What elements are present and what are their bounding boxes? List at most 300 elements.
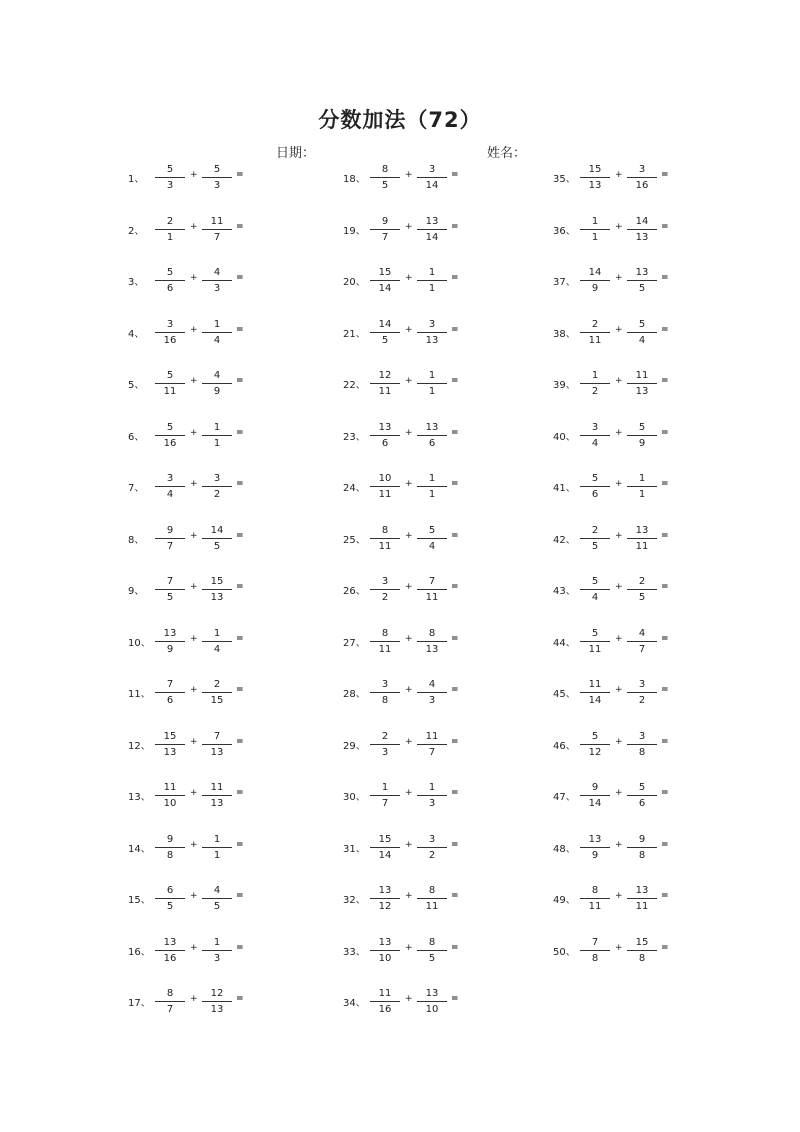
fraction-addend-2 <box>202 884 232 913</box>
fraction-addend-2 <box>202 369 232 398</box>
fraction-addend-1 <box>580 627 610 656</box>
fraction-bar <box>580 486 610 487</box>
fraction-addend-2 <box>417 215 447 244</box>
fraction-addend-2 <box>627 318 657 347</box>
problem-item <box>553 211 793 263</box>
denominator: 2 <box>638 695 646 706</box>
denominator: 9 <box>638 437 646 449</box>
fraction-addend-2 <box>417 524 447 553</box>
fraction-addend-1 <box>370 575 400 604</box>
plus-sign: + <box>405 530 413 541</box>
numerator: 5 <box>166 370 174 381</box>
fraction-addend-2 <box>202 781 232 810</box>
denominator: 5 <box>381 334 389 346</box>
problem-number: 15、 <box>128 895 151 906</box>
fraction-addend-1 <box>155 781 185 810</box>
denominator: 1 <box>213 849 221 861</box>
denominator: 3 <box>213 283 221 294</box>
problem-number: 13、 <box>128 792 151 803</box>
numerator: 3 <box>591 421 599 433</box>
problem-number: 26、 <box>343 586 366 597</box>
plus-sign: + <box>615 427 623 438</box>
fraction-addend-2 <box>202 678 232 707</box>
denominator: 16 <box>163 334 177 346</box>
fraction-addend-1 <box>580 833 610 862</box>
numerator: 3 <box>638 164 646 175</box>
problem-column-1 <box>128 159 368 1035</box>
fraction-bar <box>202 486 232 487</box>
numerator: 5 <box>166 421 174 433</box>
numerator: 5 <box>591 730 599 742</box>
fraction-bar <box>417 229 447 230</box>
equals-sign: = <box>236 427 244 438</box>
problem-column-3 <box>553 159 793 983</box>
problem-item <box>553 365 793 417</box>
equals-sign: = <box>236 530 244 541</box>
fraction-bar <box>580 898 610 899</box>
plus-sign: + <box>615 685 623 695</box>
fraction-addend-1 <box>370 524 400 553</box>
numerator: 2 <box>638 576 646 587</box>
fraction-bar <box>627 847 657 848</box>
problem-number: 20、 <box>343 277 366 288</box>
numerator: 13 <box>635 267 649 278</box>
numerator: 15 <box>588 164 602 175</box>
fraction-addend-1 <box>580 524 610 553</box>
fraction-addend-2 <box>202 266 232 295</box>
denominator: 1 <box>428 386 436 397</box>
plus-sign: + <box>190 736 198 747</box>
fraction-bar <box>155 486 185 487</box>
fraction-bar <box>155 538 185 539</box>
fraction-bar <box>155 898 185 899</box>
numerator: 13 <box>378 936 392 948</box>
fraction-bar <box>627 795 657 796</box>
plus-sign: + <box>190 685 198 695</box>
numerator: 9 <box>166 524 174 536</box>
fraction-bar <box>627 486 657 487</box>
problem-item <box>128 159 368 211</box>
fraction-bar <box>155 1001 185 1002</box>
plus-sign: + <box>405 221 413 232</box>
fraction-bar <box>202 538 232 539</box>
numerator: 1 <box>381 782 389 793</box>
fraction-bar <box>202 229 232 230</box>
problem-item <box>343 211 583 263</box>
problem-number: 19、 <box>343 225 366 237</box>
denominator: 16 <box>163 952 177 964</box>
equals-sign: = <box>661 788 669 798</box>
fraction-bar <box>155 847 185 848</box>
numerator: 7 <box>213 730 221 742</box>
fraction-bar <box>155 280 185 281</box>
problem-number: 1、 <box>128 174 145 185</box>
problem-number: 14、 <box>128 843 151 855</box>
problem-column-2 <box>343 159 583 1035</box>
numerator: 1 <box>428 473 436 484</box>
plus-sign: + <box>615 736 623 747</box>
fraction-addend-2 <box>417 936 447 965</box>
problem-item <box>343 623 583 675</box>
numerator: 1 <box>428 782 436 793</box>
fraction-addend-2 <box>417 730 447 759</box>
fraction-addend-2 <box>202 730 232 759</box>
fraction-addend-1 <box>370 627 400 656</box>
problem-item <box>343 365 583 417</box>
denominator: 4 <box>638 334 646 346</box>
equals-sign: = <box>451 633 459 644</box>
denominator: 4 <box>213 643 221 655</box>
problem-item <box>128 880 368 932</box>
denominator: 6 <box>166 695 174 706</box>
denominator: 14 <box>378 283 392 294</box>
numerator: 1 <box>213 421 221 433</box>
numerator: 11 <box>635 370 649 381</box>
problem-item <box>128 262 368 314</box>
fraction-addend-2 <box>417 472 447 501</box>
fraction-addend-2 <box>627 678 657 707</box>
fraction-bar <box>202 847 232 848</box>
equals-sign: = <box>236 942 244 953</box>
denominator: 3 <box>213 952 221 964</box>
fraction-bar <box>370 898 400 899</box>
fraction-bar <box>580 589 610 590</box>
denominator: 4 <box>428 540 436 552</box>
equals-sign: = <box>236 273 244 283</box>
fraction-bar <box>155 229 185 230</box>
problem-number: 27、 <box>343 637 366 649</box>
equals-sign: = <box>236 324 244 335</box>
fraction-addend-1 <box>370 318 400 347</box>
fraction-bar <box>370 1001 400 1002</box>
plus-sign: + <box>190 273 198 283</box>
equals-sign: = <box>661 273 669 283</box>
fraction-addend-1 <box>155 936 185 965</box>
denominator: 8 <box>638 746 646 758</box>
problem-item <box>343 932 583 984</box>
numerator: 2 <box>213 679 221 690</box>
numerator: 14 <box>635 215 649 227</box>
plus-sign: + <box>190 427 198 438</box>
fraction-addend-2 <box>627 524 657 553</box>
fraction-bar <box>580 177 610 178</box>
problem-item <box>343 829 583 881</box>
fraction-addend-1 <box>370 936 400 965</box>
fraction-bar <box>202 898 232 899</box>
denominator: 8 <box>638 952 646 964</box>
denominator: 13 <box>210 746 224 758</box>
problem-item <box>128 211 368 263</box>
denominator: 16 <box>163 437 177 449</box>
fraction-bar <box>155 332 185 333</box>
denominator: 6 <box>381 437 389 449</box>
numerator: 11 <box>588 679 602 690</box>
numerator: 8 <box>428 885 436 896</box>
fraction-bar <box>627 744 657 745</box>
problem-number: 39、 <box>553 380 576 391</box>
numerator: 3 <box>166 473 174 484</box>
fraction-bar <box>417 280 447 281</box>
denominator: 1 <box>428 489 436 500</box>
numerator: 6 <box>166 885 174 896</box>
equals-sign: = <box>661 839 669 850</box>
fraction-bar <box>202 641 232 642</box>
numerator: 5 <box>591 576 599 587</box>
plus-sign: + <box>190 376 198 386</box>
numerator: 15 <box>378 833 392 845</box>
denominator: 3 <box>166 180 174 191</box>
fraction-bar <box>417 486 447 487</box>
denominator: 1 <box>428 283 436 294</box>
denominator: 8 <box>381 695 389 706</box>
fraction-addend-1 <box>370 215 400 244</box>
fraction-addend-2 <box>202 472 232 501</box>
problem-item <box>553 520 793 572</box>
numerator: 12 <box>210 988 224 999</box>
denominator: 13 <box>425 334 439 346</box>
fraction-bar <box>370 641 400 642</box>
fraction-bar <box>370 692 400 693</box>
equals-sign: = <box>451 170 459 180</box>
fraction-addend-2 <box>627 163 657 192</box>
problem-number: 3、 <box>128 277 145 288</box>
fraction-addend-2 <box>627 266 657 295</box>
denominator: 6 <box>638 798 646 809</box>
numerator: 3 <box>381 679 389 690</box>
fraction-bar <box>202 177 232 178</box>
problem-item <box>128 777 368 829</box>
fraction-addend-1 <box>370 163 400 192</box>
problem-item <box>553 880 793 932</box>
equals-sign: = <box>236 479 244 489</box>
problem-number: 23、 <box>343 431 366 443</box>
problem-number: 4、 <box>128 328 145 340</box>
fraction-bar <box>370 847 400 848</box>
denominator: 4 <box>166 489 174 500</box>
fraction-bar <box>202 383 232 384</box>
denominator: 13 <box>210 798 224 809</box>
problem-item <box>128 623 368 675</box>
fraction-bar <box>580 229 610 230</box>
fraction-addend-1 <box>155 833 185 862</box>
numerator: 15 <box>378 267 392 278</box>
fraction-bar <box>202 280 232 281</box>
fraction-addend-2 <box>417 987 447 1016</box>
numerator: 13 <box>378 885 392 896</box>
fraction-addend-2 <box>417 369 447 398</box>
fraction-addend-2 <box>627 781 657 810</box>
denominator: 5 <box>213 901 221 912</box>
denominator: 11 <box>588 334 602 346</box>
problem-item <box>343 777 583 829</box>
fraction-bar <box>627 229 657 230</box>
denominator: 7 <box>428 746 436 758</box>
equals-sign: = <box>451 994 459 1004</box>
denominator: 7 <box>213 231 221 243</box>
problem-item <box>128 674 368 726</box>
numerator: 8 <box>381 164 389 175</box>
fraction-addend-2 <box>417 627 447 656</box>
fraction-addend-2 <box>417 266 447 295</box>
numerator: 5 <box>166 267 174 278</box>
numerator: 13 <box>635 885 649 896</box>
plus-sign: + <box>190 891 198 901</box>
problem-number: 22、 <box>343 380 366 391</box>
fraction-bar <box>202 1001 232 1002</box>
numerator: 1 <box>213 936 221 948</box>
equals-sign: = <box>451 530 459 541</box>
plus-sign: + <box>615 839 623 850</box>
numerator: 3 <box>428 318 436 330</box>
fraction-bar <box>417 950 447 951</box>
fraction-bar <box>155 383 185 384</box>
numerator: 12 <box>378 370 392 381</box>
problem-number: 11、 <box>128 689 151 700</box>
fraction-addend-1 <box>580 163 610 192</box>
fraction-addend-2 <box>202 215 232 244</box>
fraction-bar <box>417 332 447 333</box>
denominator: 11 <box>378 643 392 655</box>
plus-sign: + <box>190 633 198 644</box>
denominator: 5 <box>638 592 646 603</box>
equals-sign: = <box>661 376 669 386</box>
denominator: 7 <box>166 1004 174 1015</box>
plus-sign: + <box>615 788 623 798</box>
problem-item <box>553 726 793 778</box>
plus-sign: + <box>405 736 413 747</box>
fraction-bar <box>202 589 232 590</box>
fraction-addend-2 <box>417 163 447 192</box>
fraction-bar <box>627 950 657 951</box>
problem-item <box>128 417 368 469</box>
fraction-bar <box>370 538 400 539</box>
problem-number: 42、 <box>553 534 576 546</box>
fraction-addend-1 <box>370 781 400 810</box>
problem-item <box>128 468 368 520</box>
fraction-bar <box>155 744 185 745</box>
denominator: 10 <box>163 798 177 809</box>
denominator: 14 <box>425 231 439 243</box>
fraction-bar <box>417 538 447 539</box>
numerator: 1 <box>591 215 599 227</box>
fraction-bar <box>155 641 185 642</box>
numerator: 7 <box>166 679 174 690</box>
plus-sign: + <box>615 170 623 180</box>
denominator: 1 <box>591 231 599 243</box>
fraction-addend-2 <box>202 575 232 604</box>
fraction-bar <box>155 692 185 693</box>
fraction-addend-1 <box>580 575 610 604</box>
fraction-bar <box>155 435 185 436</box>
problem-number: 31、 <box>343 843 366 855</box>
numerator: 10 <box>378 473 392 484</box>
plus-sign: + <box>405 788 413 798</box>
numerator: 1 <box>213 833 221 845</box>
numerator: 9 <box>381 215 389 227</box>
fraction-addend-2 <box>202 833 232 862</box>
denominator: 9 <box>213 386 221 397</box>
equals-sign: = <box>451 891 459 901</box>
fraction-bar <box>370 795 400 796</box>
numerator: 5 <box>591 627 599 639</box>
plus-sign: + <box>615 479 623 489</box>
problem-item <box>553 623 793 675</box>
denominator: 5 <box>638 283 646 294</box>
problem-item <box>553 262 793 314</box>
numerator: 13 <box>378 421 392 433</box>
equals-sign: = <box>236 685 244 695</box>
denominator: 14 <box>425 180 439 191</box>
equals-sign: = <box>661 582 669 592</box>
numerator: 15 <box>635 936 649 948</box>
plus-sign: + <box>405 839 413 850</box>
denominator: 8 <box>638 849 646 861</box>
plus-sign: + <box>615 633 623 644</box>
plus-sign: + <box>405 427 413 438</box>
numerator: 8 <box>428 627 436 639</box>
numerator: 11 <box>210 215 224 227</box>
denominator: 16 <box>378 1004 392 1015</box>
fraction-bar <box>417 383 447 384</box>
fraction-addend-2 <box>627 627 657 656</box>
denominator: 2 <box>213 489 221 500</box>
equals-sign: = <box>236 170 244 180</box>
denominator: 3 <box>428 798 436 809</box>
fraction-addend-1 <box>580 678 610 707</box>
page-title: 分数加法（72） <box>318 108 482 132</box>
problem-item <box>343 571 583 623</box>
numerator: 9 <box>166 833 174 845</box>
equals-sign: = <box>236 839 244 850</box>
denominator: 6 <box>428 437 436 449</box>
fraction-bar <box>370 229 400 230</box>
denominator: 5 <box>213 540 221 552</box>
plus-sign: + <box>405 582 413 592</box>
problem-item <box>553 777 793 829</box>
denominator: 11 <box>378 489 392 500</box>
plus-sign: + <box>405 994 413 1004</box>
fraction-addend-1 <box>580 421 610 450</box>
denominator: 9 <box>591 849 599 861</box>
problem-number: 49、 <box>553 895 576 906</box>
problem-item <box>553 829 793 881</box>
fraction-bar <box>580 692 610 693</box>
fraction-bar <box>627 641 657 642</box>
numerator: 2 <box>591 524 599 536</box>
denominator: 12 <box>588 746 602 758</box>
problem-number: 16、 <box>128 946 151 958</box>
fraction-bar <box>417 641 447 642</box>
fraction-bar <box>370 435 400 436</box>
numerator: 1 <box>213 318 221 330</box>
denominator: 1 <box>638 489 646 500</box>
equals-sign: = <box>661 736 669 747</box>
problem-item <box>128 520 368 572</box>
problem-item <box>553 468 793 520</box>
denominator: 11 <box>425 901 439 912</box>
problem-number: 17、 <box>128 998 151 1009</box>
fraction-addend-1 <box>580 369 610 398</box>
fraction-bar <box>580 795 610 796</box>
fraction-addend-1 <box>155 472 185 501</box>
fraction-addend-1 <box>370 266 400 295</box>
denominator: 14 <box>588 695 602 706</box>
plus-sign: + <box>405 479 413 489</box>
equals-sign: = <box>451 427 459 438</box>
equals-sign: = <box>661 530 669 541</box>
plus-sign: + <box>405 324 413 335</box>
fraction-bar <box>417 435 447 436</box>
